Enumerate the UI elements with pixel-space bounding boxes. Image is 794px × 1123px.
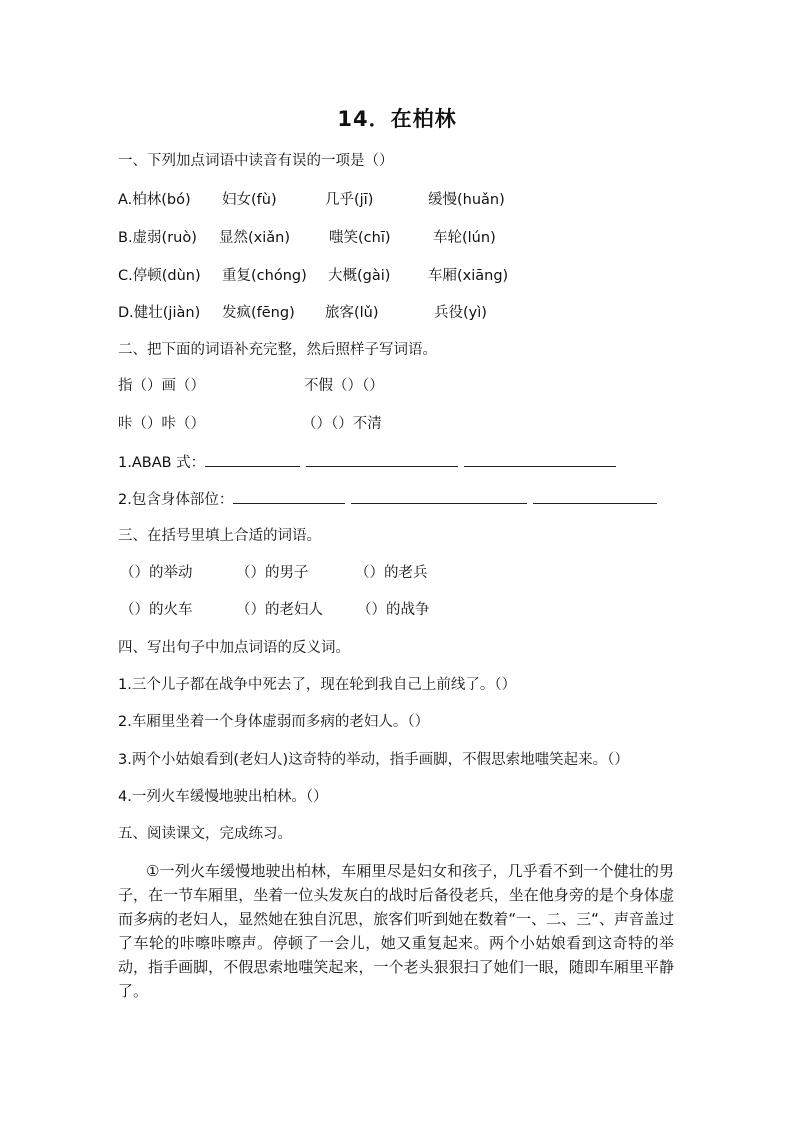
section3-heading: 三、在括号里填上合适的词语。	[118, 528, 321, 544]
section4-heading: 四、写出句子中加点词语的反义词。	[118, 640, 350, 656]
idiom-fill-4: （）（）不清	[302, 416, 382, 432]
fill-item-1: （）的举动	[120, 565, 193, 581]
option-b-word-3: 嗤笑(chī)	[329, 230, 391, 246]
fill-item-3: （）的老兵	[355, 565, 428, 581]
antonym-item-3: 3.两个小姑娘看到(老妇人)这奇特的举动，指手画脚，不假思索地嗤笑起来。（）	[118, 752, 629, 768]
option-b-word-4: 车轮(lún)	[433, 230, 496, 246]
fill-item-2: （）的男子	[236, 565, 309, 581]
antonym-item-2: 2.车厢里坐着一个身体虚弱而多病的老妇人。（）	[118, 714, 430, 730]
option-d-word-4: 兵役(yì)	[434, 305, 487, 321]
option-d-word-2: 发疯(fēng)	[222, 305, 295, 321]
reading-passage: ①一列火车缓慢地驶出柏林，车厢里尽是妇女和孩子，几乎看不到一个健壮的男子，在一节车厢里，坐着一位头发灰白的战时后备役老兵，坐在他身旁的是个身体虚而多病的老妇人，显然她在独自沉思，旅客们听到她在数着“一、二、三“、声音盖过了车轮的咔嚓咔嚓声。停顿了一会儿，她又重复起来。两个小姑娘看到这奇特的举动，指手画脚，不假思索地嗤笑起来，一个老头狠狠扫了她们一眼，随即车厢里平静了。	[118, 862, 674, 1000]
body-part-answer-blank-1[interactable]	[233, 489, 345, 504]
body-part-answer-blank-2[interactable]	[351, 489, 527, 504]
idiom-fill-3: 咔（）咔（）	[118, 416, 205, 432]
option-c-word-4: 车厢(xiāng)	[428, 268, 509, 284]
section1-heading: 一、下列加点词语中读音有误的一项是（）	[118, 153, 394, 169]
option-a-word-1: A.柏林(bó)	[118, 192, 191, 208]
fill-item-4: （）的火车	[120, 602, 193, 618]
abab-answer-blank-1[interactable]	[205, 452, 300, 467]
option-c-word-3: 大概(gài)	[328, 268, 391, 284]
abab-answer-blank-3[interactable]	[464, 452, 616, 467]
body-part-answer-blank-3[interactable]	[533, 489, 657, 504]
option-a-word-2: 妇女(fù)	[222, 192, 277, 208]
body-part-question	[118, 489, 663, 509]
antonym-item-1: 1.三个儿子都在战争中死去了，现在轮到我自己上前线了。（）	[118, 677, 517, 693]
page-title: 14．在柏林	[337, 107, 457, 131]
section2-heading: 二、把下面的词语补充完整，然后照样子写词语。	[118, 342, 437, 358]
option-c-word-2: 重复(chóng)	[222, 268, 307, 284]
idiom-fill-2: 不假（）（）	[304, 378, 384, 394]
option-d-word-1: D.健壮(jiàn)	[118, 305, 201, 321]
fill-item-5: （）的老妇人	[236, 602, 323, 618]
option-b-word-1: B.虚弱(ruò)	[118, 230, 197, 246]
option-c-word-1: C.停顿(dùn)	[118, 268, 201, 284]
option-d-word-3: 旅客(lǔ)	[325, 305, 379, 321]
section5-heading: 五、阅读课文，完成练习。	[118, 826, 292, 842]
abab-label: 1.ABAB 式：	[118, 455, 206, 471]
body-part-label: 2.包含身体部位：	[118, 492, 234, 508]
abab-question	[118, 452, 622, 472]
abab-answer-blank-2[interactable]	[306, 452, 458, 467]
option-b-word-2: 显然(xiǎn)	[219, 230, 290, 246]
fill-item-6: （）的战争	[357, 602, 430, 618]
option-a-word-3: 几乎(jī)	[325, 192, 374, 208]
idiom-fill-1: 指（）画（）	[118, 378, 205, 394]
option-a-word-4: 缓慢(huǎn)	[428, 192, 505, 208]
antonym-item-4: 4.一列火车缓慢地驶出柏林。（）	[118, 789, 328, 805]
